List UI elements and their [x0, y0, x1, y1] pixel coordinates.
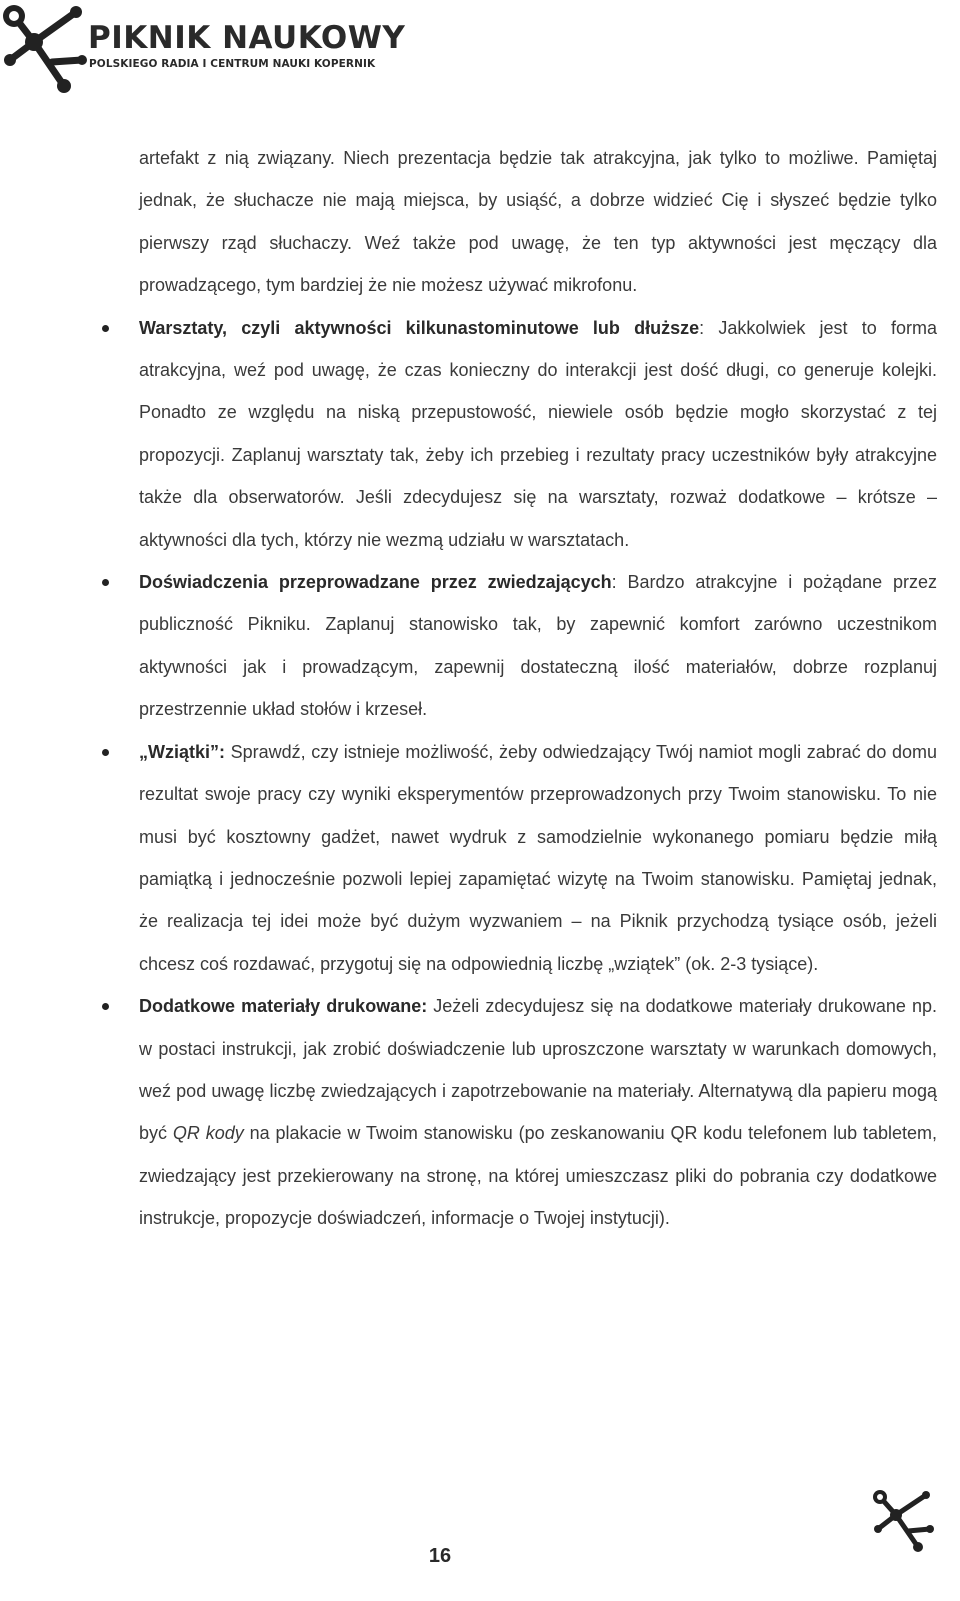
item-term: Doświadczenia przeprowadzane przez zwiedzających	[139, 572, 612, 593]
page-number: 16	[428, 1545, 452, 1567]
item-text: Bardzo atrakcyjne i pożądane przez publiczność Pikniku. Zaplanuj stanowisko tak, by zapewnić komfort zarówno uczestnikom aktywności jak i prowadzącym, zapewnij dostateczną ilość materiałów, dobrze rozplanuj przestrzennie układ stołów i krzeseł.	[139, 572, 937, 720]
item-separator: :	[611, 572, 628, 593]
bullet-list	[139, 307, 937, 1240]
document-body	[139, 137, 937, 1240]
item-text: Sprawdź, czy istnieje możliwość, żeby odwiedzający Twój namiot mogli zabrać do domu rezultat swoje pracy czy wyniki eksperymentów przeprowadzonych przy Twoim stanowisku. To nie musi być kosztowny gadżet, nawet wydruk z samodzielnie wykonanego pomiaru będzie miłą pamiątką i jednocześnie pozwoli lepiej zapamiętać wizytę na Twoim stanowisku. Pamiętaj jednak, że realizacja tej idei może być dużym wyzwaniem – na Piknik przychodzą tysiące osób, jeżeli chcesz coś rozdawać, przygotuj się na odpowiednią liczbę „wziątek” (ok. 2-3 tysiące).	[139, 741, 937, 974]
item-term: „Wziątki”:	[139, 741, 226, 762]
item-text: Jeżeli zdecydujesz się na dodatkowe materiały drukowane np. w postaci instrukcji, jak zrobić doświadczenie lub uproszczone warsztaty w warunkach domowych, weź pod uwagę liczbę zwiedzających i zapotrzebowanie na materiały. Alternatywą dla papieru mogą być	[139, 996, 937, 1144]
item-separator: :	[699, 317, 719, 338]
item-term: Warsztaty, czyli aktywności kilkunastominutowe lub dłuższe	[139, 317, 700, 338]
brand-title: PIKNIK NAUKOWY	[88, 20, 406, 56]
bullet-icon	[102, 1003, 109, 1010]
bullet-icon	[102, 579, 109, 586]
bullet-icon	[102, 325, 109, 332]
list-item	[139, 985, 937, 1239]
item-text: na plakacie w Twoim stanowisku (po zeskanowaniu QR kodu telefonem lub tabletem, zwiedzający jest przekierowany na stronę, na której umieszczasz pliki do pobrania czy dodatkowe instrukcje, propozycje doświadczeń, informacje o Twojej instytucji).	[139, 1123, 937, 1229]
item-text: Jakkolwiek jest to forma atrakcyjna, weź pod uwagę, że czas konieczny do interakcji jest dość długi, co generuje kolejki. Ponadto ze względu na niską przepustowość, niewiele osób będzie mogło skorzystać z tej propozycji. Zaplanuj warsztaty tak, żeby ich przebieg i rezultaty pracy uczestników były atrakcyjne także dla obserwatorów. Jeśli zdecydujesz się na warsztaty, rozważ dodatkowe – krótsze – aktywności dla tych, którzy nie wezmą udziału w warsztatach.	[139, 317, 937, 550]
intro-paragraph: artefakt z nią związany. Niech prezentacja będzie tak atrakcyjna, jak tylko to możliwe. Pamiętaj jednak, że słuchacze nie mają miejsca, by usiąść, a dobrze widzieć Cię i słyszeć będzie tylko pierwszy rząd słuchaczy. Weź także pod uwagę, że ten typ aktywności jest męczący dla prowadzącego, tym bardziej że nie możesz używać mikrofonu.	[139, 148, 937, 296]
item-term: Dodatkowe materiały drukowane:	[139, 996, 428, 1017]
page-header	[0, 0, 406, 100]
brand-subtitle: POLSKIEGO RADIA I CENTRUM NAUKI KOPERNIK	[89, 58, 376, 70]
piknik-logo-icon	[2, 2, 88, 94]
piknik-mark-icon	[872, 1487, 934, 1553]
bullet-icon	[102, 749, 109, 756]
list-item	[139, 731, 937, 985]
list-item	[139, 307, 937, 561]
list-item	[139, 561, 937, 731]
item-emphasis: QR kody	[172, 1123, 244, 1144]
